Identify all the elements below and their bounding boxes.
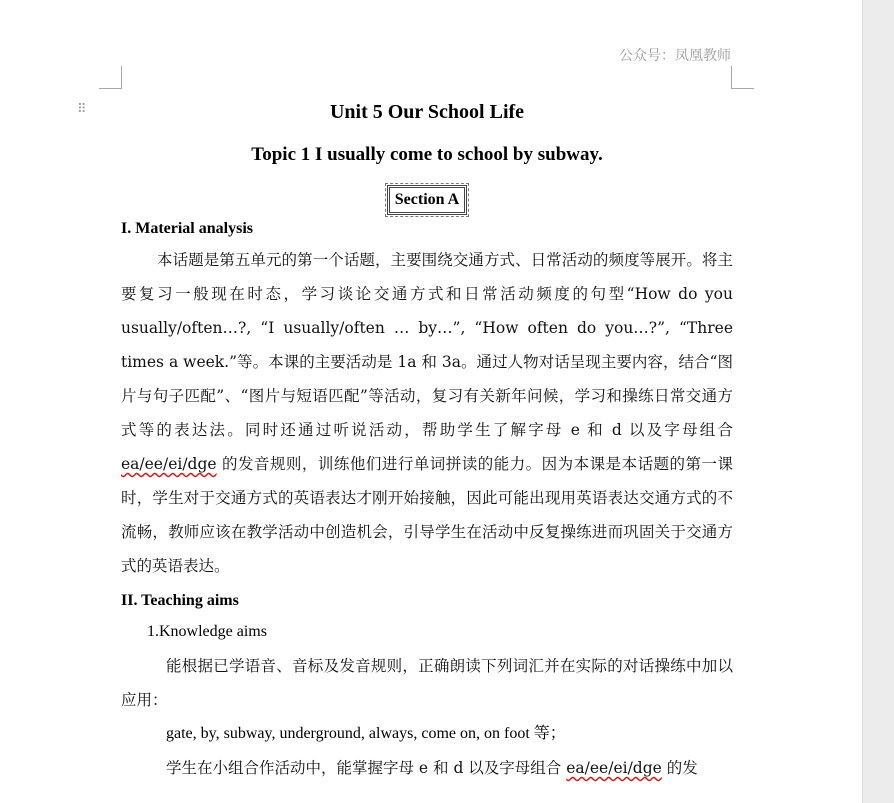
- header-watermark: 公众号：凤凰教师: [619, 48, 731, 64]
- crop-mark-top-right: [731, 66, 754, 89]
- document-subtitle: Topic 1 I usually come to school by subway.: [251, 144, 603, 165]
- spellcheck-marked-text: ea/ee/ei/dge: [121, 455, 217, 473]
- window-side-gutter: [862, 0, 894, 803]
- paragraph-material-analysis: [121, 243, 733, 583]
- heading-material-analysis: I. Material analysis: [121, 220, 253, 237]
- crop-mark-top-left: [99, 66, 122, 89]
- heading-teaching-aims: II. Teaching aims: [121, 592, 239, 609]
- spellcheck-marked-text: ea/ee/ei/dge: [566, 759, 662, 777]
- section-label-wrap: [121, 185, 733, 215]
- paragraph-text: 学生在小组合作活动中，能掌握字母 e 和 d 以及字母组合: [166, 759, 567, 777]
- paragraph-text: 的发: [661, 759, 698, 777]
- paragraph-text: 的发音规则，训练他们进行单词拼读的能力。因为本课是本话题的第一课时，学生对于交通方式的英语表达才刚开始接触，因此可能出现用英语表达交通方式的不流畅，教师应该在教学活动中创造机会，引导学生在活动中反复操练进而巩固关于交通方式的英语表达。: [121, 455, 733, 575]
- paragraph-letter-rules: [121, 751, 733, 785]
- paragraph-knowledge-aims: 能根据已学语音、音标及发音规则，正确朗读下列词汇并在实际的对话操练中加以应用：: [121, 657, 733, 709]
- vocabulary-list: gate, by, subway, underground, always, come on, on foot 等；: [166, 725, 566, 742]
- paragraph-text: 本话题是第五单元的第一个话题，主要围绕交通方式、日常活动的频度等展开。将主要复习一般现在时态，学习谈论交通方式和日常活动频度的句型“How do you usually/often…?, “I usually/often … by…”, “How often do you…?”, “Three times a week.”等。本课的主要活动是 1a 和 3a。通过人物对话呈现主要内容，结合“图片与句子匹配”、“图片与短语匹配”等活动，复习有关新年问候，学习和操练日常交通方式等的表达法。同时还通过听说活动，帮助学生了解字母 e 和 d 以及字母组合: [121, 251, 733, 439]
- subheading-knowledge-aims: 1.Knowledge aims: [147, 623, 267, 640]
- drag-handle-icon[interactable]: ⠿: [77, 102, 86, 117]
- section-label: Section A: [387, 185, 467, 215]
- document-title: Unit 5 Our School Life: [329, 101, 525, 123]
- document-body: [121, 95, 733, 785]
